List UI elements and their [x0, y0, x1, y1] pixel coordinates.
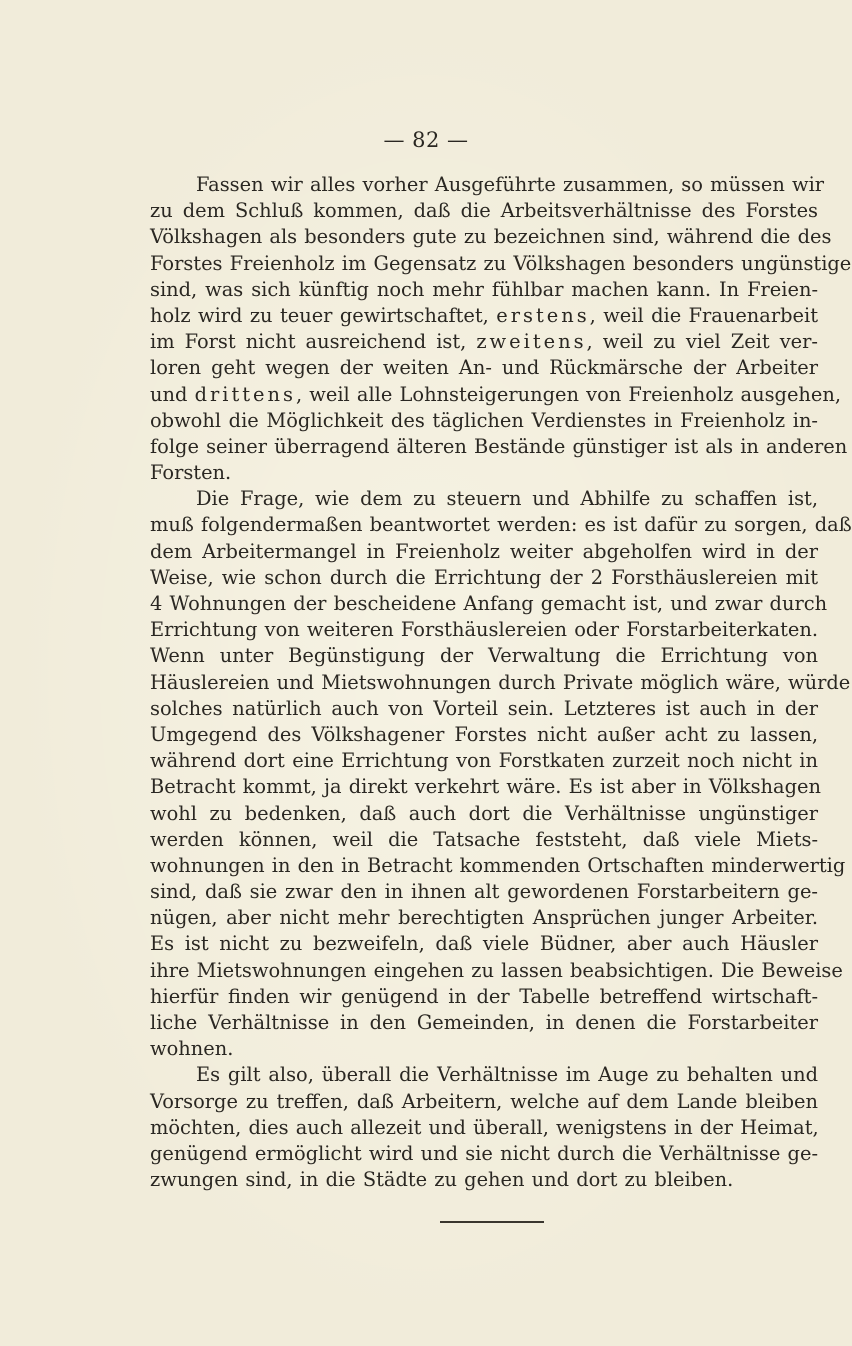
text-line: ihre Mietswohnungen eingehen zu lassen beabsichtigen. Die Beweise: [150, 958, 843, 982]
text-line: Es gilt also, überall die Verhältnisse im Auge zu behalten und: [196, 1063, 818, 1087]
text-line: holz wird zu teuer gewirtschaftet, erstens, weil die Frauenarbeit: [150, 303, 819, 327]
text-line: Völkshagen als besonders gute zu bezeichnen sind, während die des: [150, 225, 832, 249]
text-line: wohnen.: [150, 1037, 234, 1061]
text-line: zu dem Schluß kommen, daß die Arbeitsverhältnisse des Forstes: [150, 199, 818, 223]
text-line: 4 Wohnungen der bescheidene Anfang gemacht ist, und zwar durch: [150, 592, 828, 615]
text-line: hierfür finden wir genügend in der Tabelle betreffend wirtschaft-: [150, 984, 818, 1008]
text-line: Umgegend des Völkshagener Forstes nicht außer acht zu lassen,: [150, 722, 818, 746]
emphasized-word: drittens: [194, 382, 296, 406]
text-line: Errichtung von weiteren Forsthäuslereien oder Forstarbeiterkaten.: [150, 618, 818, 642]
body-text: [150, 172, 852, 1193]
text-line: im Forst nicht ausreichend ist, zweitens, weil zu viel Zeit ver-: [150, 330, 818, 354]
text-line: Die Frage, wie dem zu steuern und Abhilfe zu schaffen ist,: [196, 487, 818, 511]
text-line: muß folgendermaßen beantwortet werden: es ist dafür zu sorgen, daß: [150, 513, 852, 537]
emphasized-word: erstens: [496, 303, 590, 327]
text-line: solches natürlich auch von Vorteil sein. Letzteres ist auch in der: [150, 696, 818, 720]
text-line: Betracht kommt, ja direkt verkehrt wäre. Es ist aber in Völkshagen: [150, 775, 821, 799]
text-line: Es ist nicht zu bezweifeln, daß viele Büdner, aber auch Häusler: [150, 932, 818, 956]
text-line: loren geht wegen der weiten An- und Rückmärsche der Arbeiter: [150, 356, 818, 380]
text-line: Wenn unter Begünstigung der Verwaltung die Errichtung von: [150, 644, 818, 668]
text-line: sind, was sich künftig noch mehr fühlbar machen kann. In Freien-: [150, 277, 818, 301]
text-line: Vorsorge zu treffen, daß Arbeitern, welche auf dem Lande bleiben: [150, 1089, 818, 1113]
text-line: werden können, weil die Tatsache feststeht, daß viele Miets-: [150, 827, 818, 851]
page-number: — 82 —: [383, 128, 469, 152]
text-line: Forsten.: [150, 461, 232, 485]
text-line: Fassen wir alles vorher Ausgeführte zusammen, so müssen wir: [196, 173, 825, 196]
text-line: genügend ermöglicht wird und sie nicht durch die Verhältnisse ge-: [150, 1141, 818, 1165]
text-line: dem Arbeitermangel in Freienholz weiter abgeholfen wird in der: [150, 539, 818, 563]
text-line: liche Verhältnisse in den Gemeinden, in denen die Forstarbeiter: [150, 1011, 818, 1034]
text-line: Häuslereien und Mietswohnungen durch Private möglich wäre, würde: [150, 670, 851, 694]
text-line: möchten, dies auch allezeit und überall, wenigstens in der Heimat,: [150, 1115, 819, 1139]
text-line: während dort eine Errichtung von Forstkaten zurzeit noch nicht in: [150, 749, 818, 773]
text-line: Weise, wie schon durch die Errichtung der 2 Forsthäuslereien mit: [150, 565, 818, 589]
text-line: und drittens, weil alle Lohnsteigerungen von Freienholz ausgehen,: [150, 382, 842, 406]
end-rule: [440, 1221, 544, 1223]
text-line: folge seiner überragend älteren Bestände günstiger ist als in anderen: [150, 434, 848, 458]
text-line: Forstes Freienholz im Gegensatz zu Völkshagen besonders ungünstige: [150, 251, 852, 275]
text-line: sind, daß sie zwar den in ihnen alt gewordenen Forstarbeitern ge-: [150, 880, 818, 904]
text-line: wohl zu bedenken, daß auch dort die Verhältnisse ungünstiger: [150, 801, 818, 825]
text-line: obwohl die Möglichkeit des täglichen Verdienstes in Freienholz in-: [150, 408, 818, 432]
text-line: zwungen sind, in die Städte zu gehen und dort zu bleiben.: [150, 1168, 734, 1192]
emphasized-word: zweitens: [476, 330, 587, 354]
text-line: nügen, aber nicht mehr berechtigten Ansprüchen junger Arbeiter.: [150, 906, 818, 930]
text-line: wohnungen in den in Betracht kommenden Ortschaften minderwertig: [150, 853, 846, 877]
